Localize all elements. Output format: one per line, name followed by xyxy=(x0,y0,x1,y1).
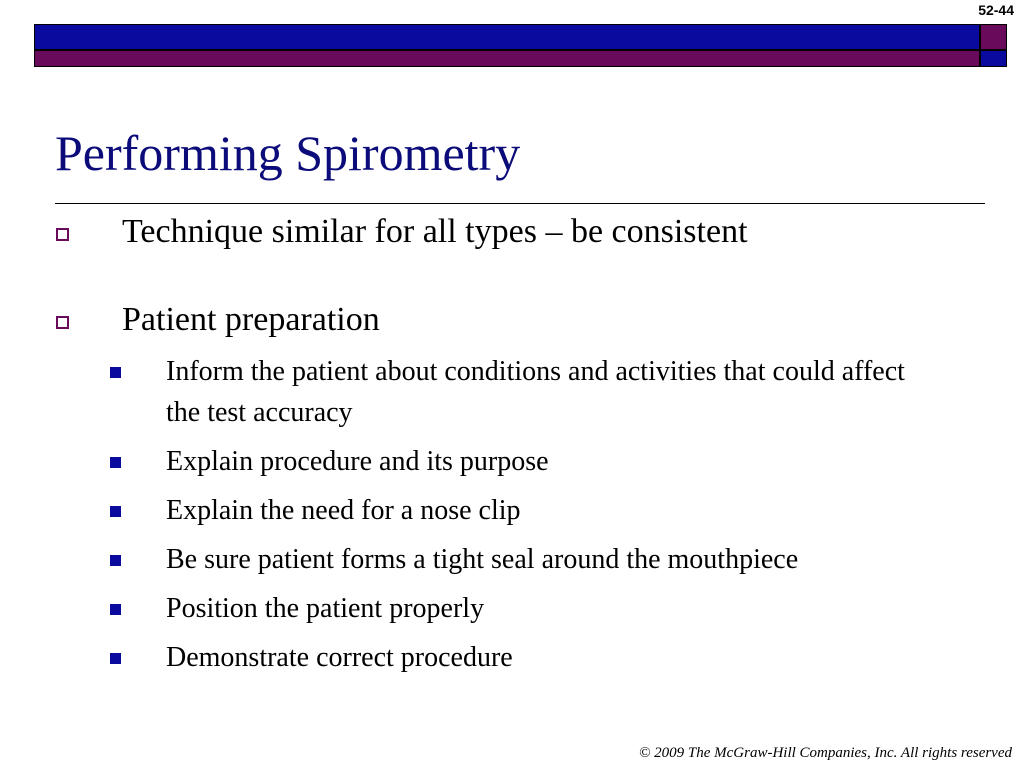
bullet-item xyxy=(55,212,1005,252)
header-bar-blue xyxy=(34,24,980,50)
sub-bullet-item xyxy=(55,351,936,433)
filled-square-bullet-icon xyxy=(110,367,121,378)
bullet-item xyxy=(55,300,1005,340)
hollow-square-bullet-icon xyxy=(56,228,69,241)
sub-bullet-text: Position the patient properly xyxy=(166,593,485,624)
sub-bullet-text: Be sure patient forms a tight seal around the mouthpiece xyxy=(166,544,799,575)
sub-bullet-item xyxy=(55,588,936,629)
filled-square-bullet-icon xyxy=(110,506,121,517)
sub-bullet-list xyxy=(55,351,1005,678)
sub-bullet-text: Explain procedure and its purpose xyxy=(166,446,549,477)
slide-title: Performing Spirometry xyxy=(55,125,521,181)
header-color-bars xyxy=(34,24,1007,67)
header-corner-purple xyxy=(980,24,1007,50)
filled-square-bullet-icon xyxy=(110,653,121,664)
title-divider xyxy=(55,203,985,204)
sub-bullet-item xyxy=(55,441,936,482)
sub-bullet-item xyxy=(55,539,936,580)
header-bar-purple xyxy=(34,50,980,67)
sub-bullet-item xyxy=(55,637,936,678)
sub-bullet-item xyxy=(55,490,936,531)
filled-square-bullet-icon xyxy=(110,604,121,615)
hollow-square-bullet-icon xyxy=(56,316,69,329)
sub-bullet-text: Demonstrate correct procedure xyxy=(166,642,513,673)
bullet-text: Technique similar for all types – be consistent xyxy=(122,213,748,250)
sub-bullet-text: Explain the need for a nose clip xyxy=(166,495,521,526)
filled-square-bullet-icon xyxy=(110,555,121,566)
copyright-footer: © 2009 The McGraw-Hill Companies, Inc. All rights reserved xyxy=(638,745,1012,761)
bullet-text: Patient preparation xyxy=(122,301,380,338)
sub-bullet-text: Inform the patient about conditions and activities that could affect the test accuracy xyxy=(166,356,905,428)
filled-square-bullet-icon xyxy=(110,457,121,468)
header-corner-blue xyxy=(980,50,1007,67)
slide-content xyxy=(55,212,1005,686)
slide-number: 52-44 xyxy=(978,2,1014,18)
